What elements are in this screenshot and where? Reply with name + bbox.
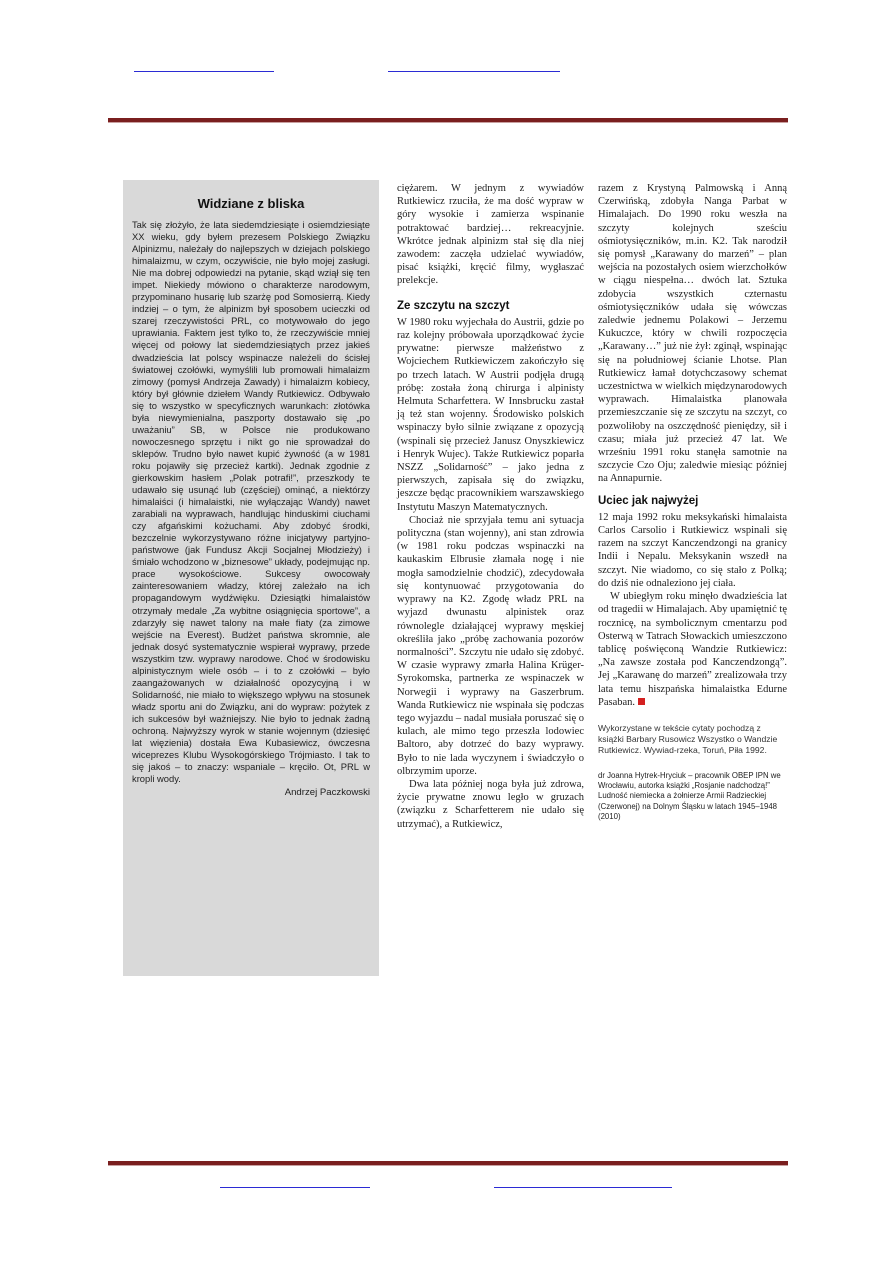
sidebar-author: Andrzej Paczkowski bbox=[284, 787, 370, 799]
col3-paragraph-3: W ubiegłym roku minęło dwadzieścia lat od tragedii w Himalajach. Aby upamiętnić tę rocznicę, na symbolicznym cmentarzu pod Osterwą w Tatrach Słowackich umieszczono tablicę poświęconą Wandzie Rutkiewicz: „Na zawsze została pod Kanczendzongą”. Jej „Karawanę do marzeń” zrealizowała trzy lata temu hiszpańska himalaistka Edurne Pasaban. bbox=[598, 591, 787, 708]
col3-paragraph-2: 12 maja 1992 roku meksykański himalaista Carlos Carsolio i Rutkiewicz wspinali się razem na szczyt Kanczendzongi na granicy Indii i Nepalu. Meksykanin wszedł na szczyt. Nie wiadomo, co się stało z Polką; do dziś nie odnaleziono jej ciała. bbox=[598, 511, 787, 589]
article-column-2 bbox=[397, 182, 584, 831]
col2-heading-1: Ze szczytu na szczyt bbox=[397, 299, 510, 312]
col3-heading-1: Uciec jak najwyżej bbox=[598, 494, 699, 507]
sidebar-body: Tak się złożyło, że lata siedemdziesiąte i osiemdziesiąte XX wieku, gdy byłem prezesem Polskiego Związku Alpinizmu, należały do najlepszych w dziejach polskiego himalaizmu, w czym, oczywiście, nie było mojej zasługi. Nie ma dobrej odpowiedzi na pytanie, skąd wziął się ten impet. Niekiedy mówiono o charakterze narodowym, przypominano husarię lub szarżę pod Somosierrą. Kiedy indziej – o tym, że alpinizm był sposobem ucieczki od szarej rzeczywistości PRL, co motywowało do jego uprawiania. Faktem jest tylko to, że rzeczywiście mniej więcej od połowy lat siedemdziesiątych przez jakieś dwadzieścia lat polscy wspinacze należeli do ścisłej światowej czołówki, wymyślili lub promowali himalaizm zimowy (pomysł Andrzeja Zawady) i himalaizm kobiecy, który był głównie dziełem Wandy Rutkiewicz. Odbywało się to wszystko w specyficznych warunkach: złotówka była niewymienialna, paszporty dostawało się „po uważaniu” SB, w Polsce nie produkowano nowoczesnego sprzętu i nikt go nie sprowadzał do sklepów. Trudno było nawet kupić żywność (a w 1981 roku pojawiły się przecież kartki). Jednak zgodnie z gierkowskim hasłem „Polak potrafi!”, przeszkody te udawało się usunąć lub (częściej) ominąć, a niektórzy himalaiści (i himalaistki, nie wyłączając Wandy) nawet zarabiali na wyprawach, handlując hinduskimi ciuchami czy afgańskimi kożuchami. Aby zdobyć środki, bezczelnie wykorzystywano różne inicjatywy partyjno-państwowe (jak Fundusz Akcji Socjalnej Młodzieży) i śmiało wchodzono w „biznesowe” układy, podejmując np. prace wysokościowe. Sukcesy owocowały zainteresowaniem władzy, której zależało na ich propagandowym wydźwięku. Dziesiątki himalaistów otrzymały medale „Za wybitne osiągnięcia sportowe”, a zdarzyły się nawet talony na małe fiaty (za zimowe wejście na Everest). Budżet państwa skromnie, ale jednak dosyć systematycznie wspierał wyprawy, przede wszystkim tzw. wyprawy narodowe. Choć w środowisku alpinistycznym wiele osób – i to z czołówki – było zaangażowanych w działalność opozycyjną i w Solidarność, nie miało to większego wpływu na stosunek władz sportu ani do Związku, ani do wypraw: pożytek z ich sukcesów był ważniejszy. Nie było to jednak żadną ochroną. Najwyższy wyrok w stanie wojennym (dziesięć lat więzienia) dostała Ewa Kubasiewicz, ówczesna wiceprezes Klubu Wysokogórskiego Trójmiasto. I tak to się jakoś – to znaczy: wspaniale – kręciło. Ot, PRL w kropli wody. bbox=[132, 219, 370, 785]
article-column-3 bbox=[598, 182, 787, 823]
col2-paragraph-3: Chociaż nie sprzyjała temu ani sytuacja polityczna (stan wojenny), ani stan zdrowia (w 1981 roku podczas wspinaczki na kaukaskim Elbrusie złamała nogę i nie mogła samodzielnie chodzić), zdecydowała się kontynuować przygotowania do wyprawy na K2. Zgodę władz PRL na wyjazd dwunastu alpinistek oraz równolegle działającej wyprawy męskiej określiła jako „próbę zachowania pozorów normalności”. Szczytu nie udało się zdobyć. W czasie wyprawy zmarła Halina Krüger-Syrokomska, partnerka ze wspinaczek w Norwegii i wyprawy na Gaszerbrum. Wanda Rutkiewicz nie wspinała się podczas tego wyjazdu – nadal musiała poruszać się o kulach, ale mimo tego przeszła lodowiec Baltoro, aby dotrzeć do bazy wyprawy. Było to nie lada wyczynem i świadczyło o olbrzymim uporze. bbox=[397, 514, 584, 777]
col2-paragraph-1: ciężarem. W jednym z wywiadów Rutkiewicz rzuciła, że ma dość wypraw w góry wysokie i zamierza wspinanie potraktować bardziej… rekreacyjnie. Wkrótce jednak alpinizm stał się dla niej zawodem: zaczęła udzielać wywiadów, pisać książki, kręcić filmy, wygłaszać prelekcje. bbox=[397, 183, 584, 287]
sidebar-title: Widziane z bliska bbox=[197, 196, 305, 211]
end-mark-icon bbox=[638, 698, 645, 705]
author-bio: dr Joanna Hytrek-Hryciuk – pracownik OBEP IPN we Wrocławiu, autorka książki „Rosjanie nadchodzą!” Ludność niemiecka a żołnierze Armii Radzieckiej (Czerwonej) na Dolnym Śląsku w latach 1945–1948 (2010) bbox=[598, 770, 781, 822]
col2-paragraph-4: Dwa lata później noga była już zdrowa, życie prywatne znowu legło w gruzach (związku z Scharfetterem nie udało się utrzymać), a Rutkiewicz, bbox=[397, 778, 584, 830]
col3-paragraph-1: razem z Krystyną Palmowską i Anną Czerwińską, zdobyła Nanga Parbat w Himalajach. Do 1990 roku weszła na szczyty kolejnych sześciu ośmiotysięczników, m.in. K2. Tak narodził się pomysł „Karawany do marzeń” – plan wejścia na pozostałych osiem wierzchołków w ciągu niespełna… dwóch lat. Sztuka zdobycia wszystkich czternastu ośmiotysięczników udała się wówczas zaledwie jednemu Polakowi – Jerzemu Kukuczce, który w chwili rozpoczęcia „Karawany…” już nie żył: zginął, wspinając się na południowej ścianie Lhotse. Plan Rutkiewicz łamał dotychczasowy schemat uczestnictwa w wielkich międzynarodowych wyprawach. Himalaistka planowała przemieszczanie się ze szczytu na szczyt, co pozwoliłoby na oszczędność pieniędzy, sił i czasu; miała już przecież 47 lat. We wrześniu 1991 roku stanęła samotnie na szczycie Czo Oju; zaledwie miesiąc później na Annapurnie. bbox=[598, 183, 787, 485]
col2-paragraph-2: W 1980 roku wyjechała do Austrii, gdzie po raz kolejny próbowała uporządkować życie prywatne: pierwsze małżeństwo z Wojciechem Rutkiewiczem zakończyło się po trzech latach. W Austrii podjęła drugą próbę: została żoną chirurga i alpinisty Helmuta Scharfettera. W Innsbrucku zastał ją też stan wojenny. Środowisko polskich wspinaczy było silnie związane z opozycją (wspinali się przecież Janusz Onyszkiewicz i Henryk Wujec). Także Rutkiewicz poparła NSZZ „Solidarność” – jako jedna z pierwszych, zapisała się do związku, jeszcze będąc pracownikiem warszawskiego Instytutu Maszyn Matematycznych. bbox=[397, 316, 584, 513]
sidebar-box bbox=[123, 180, 379, 976]
source-note: Wykorzystane w tekście cytaty pochodzą z książki Barbary Rusowicz Wszystko o Wandzie Rutkiewicz. Wywiad-rzeka, Toruń, Piła 1992. bbox=[598, 722, 778, 756]
footer-rule bbox=[108, 1161, 788, 1166]
header-link-1[interactable] bbox=[134, 71, 274, 72]
header-rule bbox=[108, 118, 788, 123]
footer-link-2[interactable] bbox=[494, 1187, 672, 1188]
header-link-2[interactable] bbox=[388, 71, 560, 72]
col3-paragraph-3-wrap bbox=[598, 590, 787, 709]
footer-link-1[interactable] bbox=[220, 1187, 370, 1188]
